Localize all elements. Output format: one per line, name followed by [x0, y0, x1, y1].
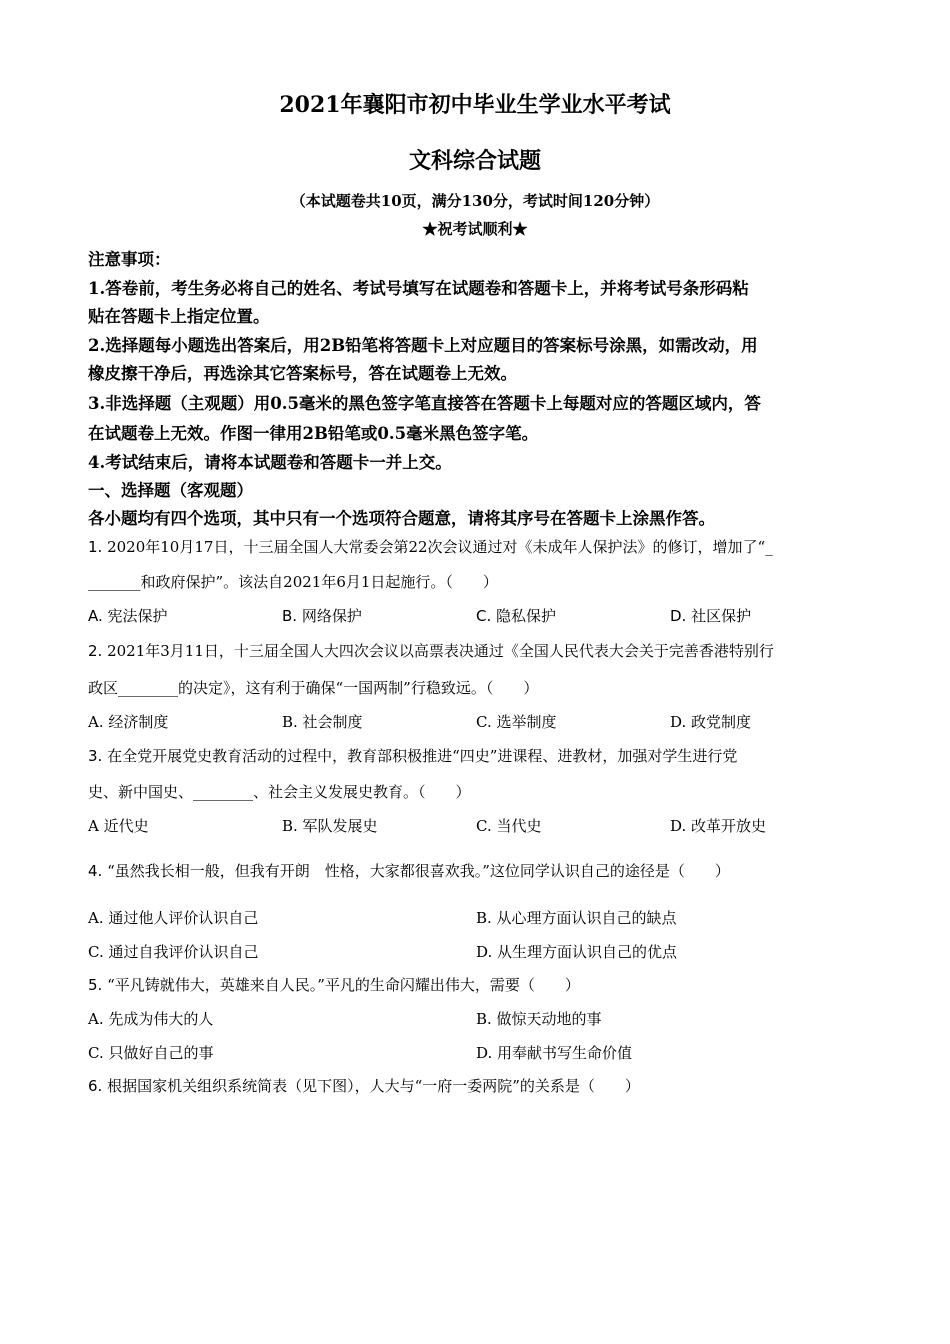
option-c[interactable]: C. 通过自我评价认识自己	[88, 943, 259, 961]
option-a[interactable]: A. 先成为伟大的人	[88, 1010, 214, 1028]
question-text-cont: 政区________的决定》，这有利于确保“一国两制”行稳致远。（ ）	[88, 679, 539, 697]
question-text: 2021年3月11日，十三届全国人大四次会议以高票表决通过《全国人民代表大会关于完善香港特别行	[107, 642, 774, 660]
option-a[interactable]: A. 经济制度	[88, 713, 169, 731]
question-text: “平凡铸就伟大，英雄来自人民。”平凡的生命闪耀出伟大，需要（ ）	[107, 976, 580, 994]
notes-heading: 注意事项：	[88, 250, 171, 269]
option-b[interactable]: B. 军队发展史	[282, 817, 378, 835]
question-number: 4.	[88, 862, 103, 880]
notes-line: 4.考试结束后，请将本试题卷和答题卡一并上交。	[88, 453, 452, 472]
question-number: 3.	[88, 747, 103, 765]
question-number: 5.	[88, 976, 103, 994]
option-c[interactable]: C. 隐私保护	[476, 607, 557, 625]
question-1	[88, 536, 773, 557]
notes-line: 贴在答题卡上指定位置。	[88, 307, 270, 326]
option-b[interactable]: B. 社会制度	[282, 713, 363, 731]
exam-info: （本试题卷共10页，满分130分，考试时间120分钟）	[290, 192, 660, 210]
option-a[interactable]: A. 宪法保护	[88, 607, 168, 625]
option-b[interactable]: B. 网络保护	[282, 607, 362, 625]
option-c[interactable]: C. 只做好自己的事	[88, 1044, 214, 1062]
question-text: 在全党开展党史教育活动的过程中，教育部积极推进“四史”进课程、进教材，加强对学生进行党	[107, 747, 738, 765]
exam-wish: ★祝考试顺利★	[422, 220, 528, 238]
question-number: 1.	[88, 538, 103, 556]
question-text: 根据国家机关组织系统简表（见下图），人大与“一府一委两院”的关系是（ ）	[107, 1077, 640, 1095]
option-d[interactable]: D. 社区保护	[670, 607, 752, 625]
question-5	[88, 974, 580, 995]
question-2	[88, 640, 774, 661]
notes-line: 1.答卷前，考生务必将自己的姓名、考试号填写在试题卷和答题卡上，并将考试号条形码粘	[88, 279, 749, 298]
option-a[interactable]: A. 通过他人评价认识自己	[88, 909, 259, 927]
option-c[interactable]: C. 当代史	[476, 817, 542, 835]
notes-line: 橡皮擦干净后，再选涂其它答案标号，答在试题卷上无效。	[88, 364, 517, 383]
question-text-cont: _______和政府保护”。该法自2021年6月1日起施行。（ ）	[88, 573, 498, 591]
question-text: 2020年10月17日，十三届全国人大常委会第22次会议通过对《未成年人保护法》的修订，增加了“_	[107, 538, 773, 556]
option-b[interactable]: B. 做惊天动地的事	[476, 1010, 602, 1028]
option-d[interactable]: D. 政党制度	[670, 713, 752, 731]
section-heading: 一、选择题（客观题）	[88, 481, 253, 500]
notes-line: 3.非选择题（主观题）用0.5毫米的黑色签字笔直接答在答题卡上每题对应的答题区域内，答	[88, 394, 761, 413]
notes-line: 在试题卷上无效。作图一律用2B铅笔或0.5毫米黑色签字笔。	[88, 424, 539, 443]
option-d[interactable]: D. 用奉献书写生命价值	[476, 1044, 633, 1062]
option-c[interactable]: C. 选举制度	[476, 713, 557, 731]
exam-title: 2021年襄阳市初中毕业生学业水平考试	[279, 92, 671, 118]
question-3	[88, 745, 737, 766]
option-d[interactable]: D. 从生理方面认识自己的优点	[476, 943, 678, 961]
question-6	[88, 1075, 640, 1096]
question-4	[88, 860, 730, 881]
section-instruction: 各小题均有四个选项，其中只有一个选项符合题意，请将其序号在答题卡上涂黑作答。	[88, 509, 715, 528]
option-a[interactable]: A 近代史	[88, 817, 149, 835]
exam-subtitle: 文科综合试题	[408, 148, 541, 174]
question-text-cont: 史、新中国史、________、社会主义发展史教育。（ ）	[88, 783, 471, 801]
question-number: 2.	[88, 642, 103, 660]
question-number: 6.	[88, 1077, 103, 1095]
notes-line: 2.选择题每小题选出答案后，用2B铅笔将答题卡上对应题目的答案标号涂黑，如需改动，用	[88, 336, 758, 355]
question-text: “虽然我长相一般，但我有开朗 性格，大家都很喜欢我。”这位同学认识自己的途径是（ ）	[107, 862, 730, 880]
option-d[interactable]: D. 改革开放史	[670, 817, 767, 835]
option-b[interactable]: B. 从心理方面认识自己的缺点	[476, 909, 677, 927]
